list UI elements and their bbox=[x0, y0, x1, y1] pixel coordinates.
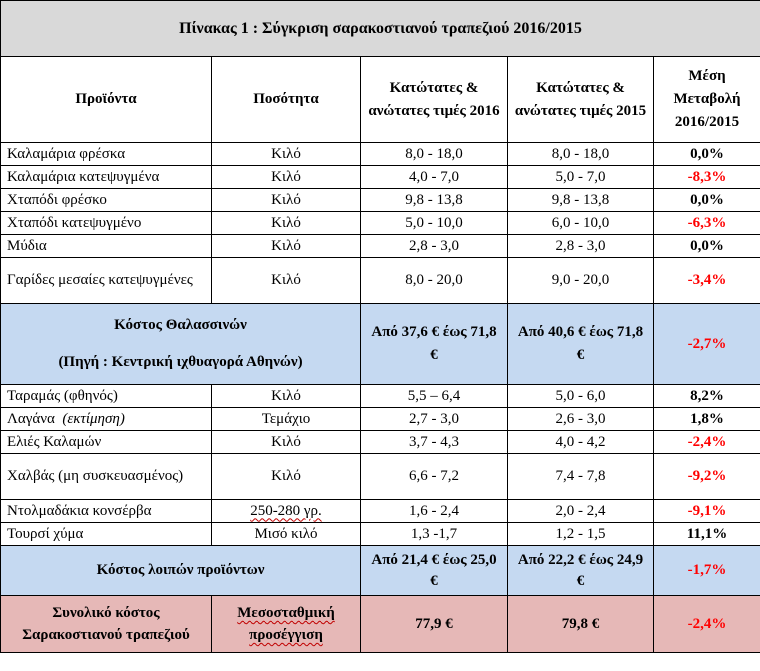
table-row bbox=[1, 189, 760, 212]
product-name-cell bbox=[1, 408, 212, 431]
table-row bbox=[1, 212, 760, 235]
product-name: Γαρίδες μεσαίες κατεψυγμένες bbox=[1, 258, 212, 304]
quantity-cell: Κιλό bbox=[212, 258, 361, 304]
price-2016-cell: 8,0 - 18,0 bbox=[361, 143, 508, 166]
other-total-2015: Από 22,2 € έως 24,9 € bbox=[508, 546, 654, 596]
price-2015-cell: 8,0 - 18,0 bbox=[508, 143, 654, 166]
grand-total-2016: 77,9 € bbox=[361, 596, 508, 653]
other-total-label: Κόστος λοιπών προϊόντων bbox=[1, 546, 361, 596]
seafood-total-change: -2,7% bbox=[654, 304, 760, 385]
quantity-cell: Κιλό bbox=[212, 143, 361, 166]
price-2016-cell: 5,0 - 10,0 bbox=[361, 212, 508, 235]
quantity-cell: Κιλό bbox=[212, 385, 361, 408]
price-2015-cell: 5,0 - 7,0 bbox=[508, 166, 654, 189]
grand-total-2015: 79,8 € bbox=[508, 596, 654, 653]
change-cell: 11,1% bbox=[654, 523, 760, 546]
product-note: (εκτίμηση) bbox=[62, 410, 125, 427]
grand-total-change: -2,4% bbox=[654, 596, 760, 653]
product-name: Καλαμάρια φρέσκα bbox=[1, 143, 212, 166]
seafood-total-row bbox=[1, 304, 760, 385]
price-2015-cell: 9,8 - 13,8 bbox=[508, 189, 654, 212]
table-row bbox=[1, 408, 760, 431]
seafood-total-2015: Από 40,6 € έως 71,8 € bbox=[508, 304, 654, 385]
header-prices-2015: Κατώτατες & ανώτατες τιμές 2015 bbox=[508, 57, 654, 143]
change-cell: -3,4% bbox=[654, 258, 760, 304]
title-row bbox=[1, 1, 760, 57]
table-row bbox=[1, 143, 760, 166]
table-row bbox=[1, 166, 760, 189]
quantity-value: 250-280 γρ. bbox=[250, 502, 322, 519]
price-2015-cell: 4,0 - 4,2 bbox=[508, 431, 654, 454]
quantity-cell: Μισό κιλό bbox=[212, 523, 361, 546]
table-row bbox=[1, 235, 760, 258]
quantity-cell: Κιλό bbox=[212, 166, 361, 189]
price-2016-cell: 1,6 - 2,4 bbox=[361, 500, 508, 523]
quantity-cell: Κιλό bbox=[212, 235, 361, 258]
quantity-cell: Κιλό bbox=[212, 454, 361, 500]
price-2015-cell: 2,6 - 3,0 bbox=[508, 408, 654, 431]
header-quantity: Ποσότητα bbox=[212, 57, 361, 143]
product-name: Λαγάνα bbox=[7, 410, 55, 427]
price-2016-cell: 9,8 - 13,8 bbox=[361, 189, 508, 212]
product-name: Ταραμάς (φθηνός) bbox=[1, 385, 212, 408]
product-name: Χταπόδι φρέσκο bbox=[1, 189, 212, 212]
seafood-total-source: (Πηγή : Κεντρική ιχθυαγορά Αθηνών) bbox=[58, 354, 303, 370]
price-2015-cell: 2,8 - 3,0 bbox=[508, 235, 654, 258]
price-2016-cell: 2,7 - 3,0 bbox=[361, 408, 508, 431]
price-2016-cell: 3,7 - 4,3 bbox=[361, 431, 508, 454]
grand-total-row bbox=[1, 596, 760, 653]
table-row bbox=[1, 431, 760, 454]
price-2016-cell: 5,5 – 6,4 bbox=[361, 385, 508, 408]
price-2015-cell: 6,0 - 10,0 bbox=[508, 212, 654, 235]
quantity-cell: Κιλό bbox=[212, 431, 361, 454]
table-title: Πίνακας 1 : Σύγκριση σαρακοστιανού τραπεζιού 2016/2015 bbox=[1, 1, 760, 57]
product-name: Ντολμαδάκια κονσέρβα bbox=[1, 500, 212, 523]
seafood-total-label: Κόστος Θαλασσινών bbox=[114, 317, 247, 333]
product-name: Χταπόδι κατεψυγμένο bbox=[1, 212, 212, 235]
change-cell: 0,0% bbox=[654, 143, 760, 166]
quantity-cell: Κιλό bbox=[212, 212, 361, 235]
header-prices-2016: Κατώτατες & ανώτατες τιμές 2016 bbox=[361, 57, 508, 143]
price-2016-cell: 6,6 - 7,2 bbox=[361, 454, 508, 500]
table-row bbox=[1, 500, 760, 523]
price-2015-cell: 7,4 - 7,8 bbox=[508, 454, 654, 500]
seafood-total-2016: Από 37,6 € έως 71,8 € bbox=[361, 304, 508, 385]
product-name: Καλαμάρια κατεψυγμένα bbox=[1, 166, 212, 189]
grand-total-qty-cell bbox=[212, 596, 361, 653]
grand-total-label: Συνολικό κόστος Σαρακοστιανού τραπεζιού bbox=[1, 596, 212, 653]
product-name: Τουρσί χύμα bbox=[1, 523, 212, 546]
other-total-change: -1,7% bbox=[654, 546, 760, 596]
other-total-row bbox=[1, 546, 760, 596]
price-2016-cell: 4,0 - 7,0 bbox=[361, 166, 508, 189]
quantity-cell bbox=[212, 500, 361, 523]
change-cell: 0,0% bbox=[654, 235, 760, 258]
table-row bbox=[1, 258, 760, 304]
seafood-total-label-cell bbox=[1, 304, 361, 385]
change-cell: -9,2% bbox=[654, 454, 760, 500]
price-2016-cell: 2,8 - 3,0 bbox=[361, 235, 508, 258]
quantity-cell: Κιλό bbox=[212, 189, 361, 212]
price-2016-cell: 8,0 - 20,0 bbox=[361, 258, 508, 304]
table-row bbox=[1, 385, 760, 408]
header-row bbox=[1, 57, 760, 143]
change-cell: 1,8% bbox=[654, 408, 760, 431]
change-cell: 8,2% bbox=[654, 385, 760, 408]
change-cell: -2,4% bbox=[654, 431, 760, 454]
product-name: Ελιές Καλαμών bbox=[1, 431, 212, 454]
price-2015-cell: 9,0 - 20,0 bbox=[508, 258, 654, 304]
price-2015-cell: 1,2 - 1,5 bbox=[508, 523, 654, 546]
change-cell: -6,3% bbox=[654, 212, 760, 235]
change-cell: 0,0% bbox=[654, 189, 760, 212]
header-product: Προϊόντα bbox=[1, 57, 212, 143]
other-total-2016: Από 21,4 € έως 25,0 € bbox=[361, 546, 508, 596]
price-2015-cell: 5,0 - 6,0 bbox=[508, 385, 654, 408]
table-row bbox=[1, 523, 760, 546]
price-2016-cell: 1,3 -1,7 bbox=[361, 523, 508, 546]
header-change: Μέση Μεταβολή 2016/2015 bbox=[654, 57, 760, 143]
product-name: Χαλβάς (μη συσκευασμένος) bbox=[1, 454, 212, 500]
price-2015-cell: 2,0 - 2,4 bbox=[508, 500, 654, 523]
quantity-cell: Τεμάχιο bbox=[212, 408, 361, 431]
grand-total-qty: Μεσοσταθμική προσέγγιση bbox=[237, 605, 335, 643]
table-row bbox=[1, 454, 760, 500]
product-name: Μύδια bbox=[1, 235, 212, 258]
change-cell: -8,3% bbox=[654, 166, 760, 189]
change-cell: -9,1% bbox=[654, 500, 760, 523]
